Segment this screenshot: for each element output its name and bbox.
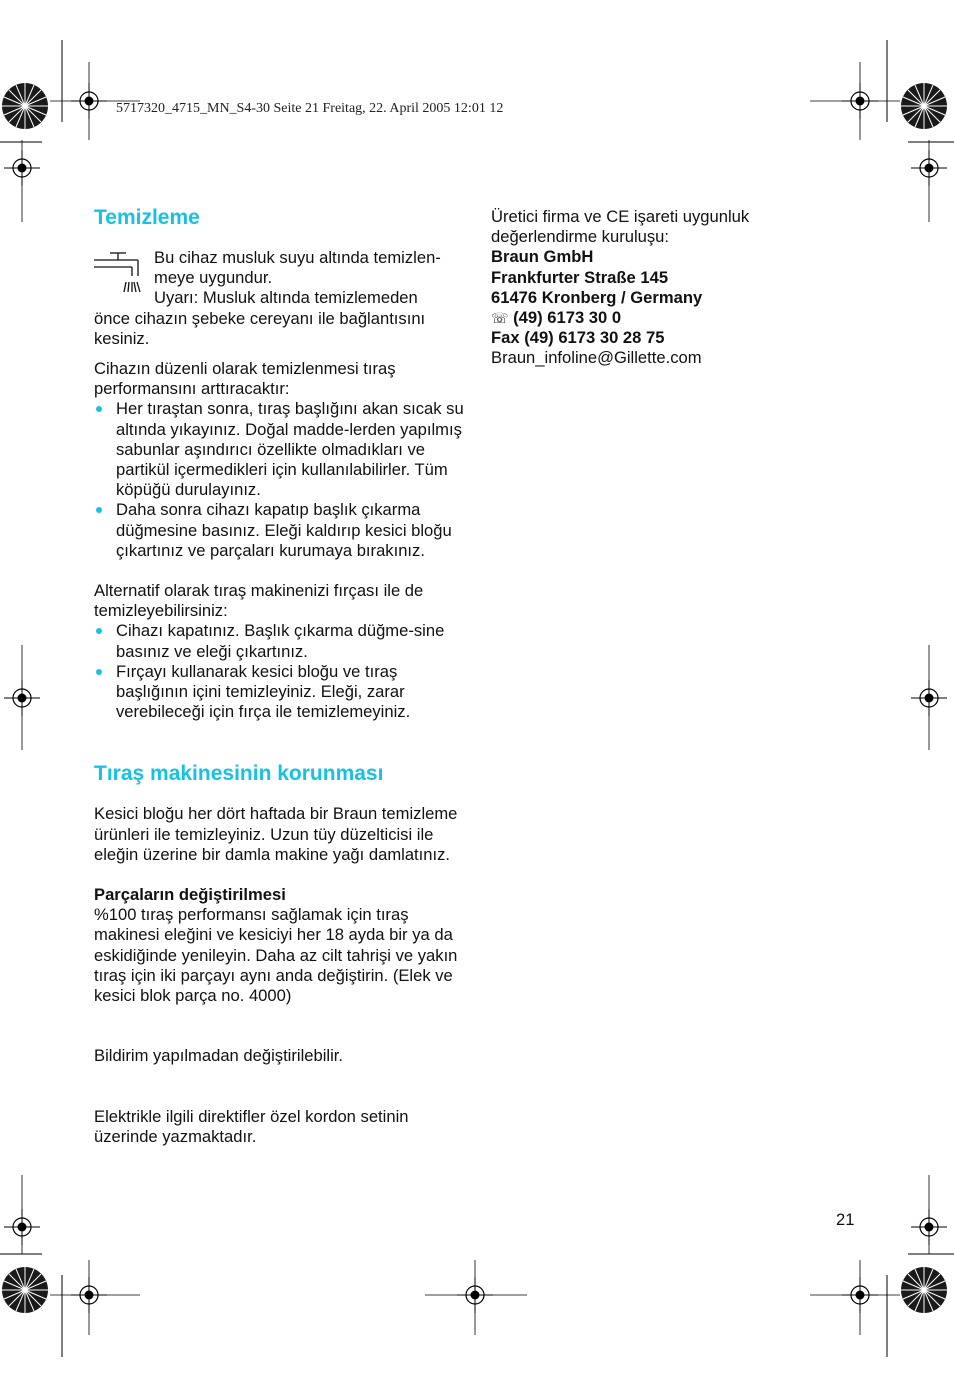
telephone-icon: ☏ <box>491 310 509 327</box>
section-title-cleaning: Temizleme <box>94 206 200 229</box>
bullet-list <box>94 399 466 561</box>
subheading-parts: Parçaların değiştirilmesi <box>94 885 286 905</box>
electrical-note: Elektrikle ilgili direktifler özel kordon setinin üzerinde yazmaktadır. <box>94 1106 409 1146</box>
list-item: Fırçayı kullanarak kesici bloğu ve tıraş başlığının içini temizleyiniz. Eleği, zarar verebileceği için fırça ile temizlemeyiniz. <box>94 662 466 723</box>
list-item: Daha sonra cihazı kapatıp başlık çıkarma düğmesine basınız. Eleği kaldırıp kesici bloğu çıkartınız ve parçaları kurumaya bırakınız. <box>94 500 466 561</box>
notice-text: Bildirim yapılmadan değiştirilebilir. <box>94 1046 344 1066</box>
intro-line: meye uygundur. <box>154 268 273 288</box>
manufacturer-intro: Üretici firma ve CE işareti uygunluk <box>491 207 750 226</box>
paragraph: %100 tıraş performansı sağlamak için tıraş makinesi eleğini ve kesiciyi her 18 ayda bir ya da eskidiğinde yenileyin. Daha az cilt tahrişi ve yakın tıraş için iki parçayı aynı anda değiştirin. (Elek ve kesici blok parça no. 4000) <box>94 905 458 1006</box>
left-column <box>94 205 466 1147</box>
bullet-list <box>94 621 466 722</box>
intro-line: Bu cihaz musluk suyu altında temizlen- <box>154 248 441 267</box>
section-title-maintenance: Tıraş makinesinin korunması <box>94 762 384 786</box>
street-address: Frankfurter Straße 145 <box>491 267 669 287</box>
intro-line: Uyarı: Musluk altında temizlemeden <box>154 288 418 308</box>
paragraph: Kesici bloğu her dört haftada bir Braun temizleme ürünleri ile temizleyiniz. Uzun tüy düzelticisi ile eleğin üzerine bir damla makine yağı damlatınız. <box>94 804 458 864</box>
list-item: Her tıraştan sonra, tıraş başlığını akan sıcak su altında yıkayınız. Doğal madde-lerden yapılmış sabunlar aşındırıcı özellikte olmadıkları ve partikül içermedikleri için kullanılabilirler. Tüm köpüğü durulayınız. <box>94 399 466 500</box>
phone-number: (49) 6173 30 0 <box>513 308 622 328</box>
page-number: 21 <box>836 1210 855 1229</box>
email-link[interactable]: Braun_infoline@Gillette.com <box>491 348 702 368</box>
right-column <box>491 207 811 369</box>
cleaning-intro <box>94 248 466 309</box>
paragraph: Alternatif olarak tıraş makinenizi fırçası ile de temizleyebilirsiniz: <box>94 581 424 621</box>
intro-continuation: önce cihazın şebeke cereyanı ile bağlantısını kesiniz. <box>94 308 426 348</box>
manufacturer-intro: değerlendirme kuruluşu: <box>491 227 670 247</box>
phone-line <box>491 308 811 328</box>
list-item: Cihazı kapatınız. Başlık çıkarma düğme-sine basınız ve eleği çıkartınız. <box>94 621 466 661</box>
water-tap-icon <box>94 252 146 296</box>
print-slug: 5717320_4715_MN_S4-30 Seite 21 Freitag, 22. April 2005 12:01 12 <box>116 101 504 116</box>
company-name: Braun GmbH <box>491 247 594 267</box>
fax-line: Fax (49) 6173 30 28 75 <box>491 328 665 348</box>
city-address: 61476 Kronberg / Germany <box>491 287 703 307</box>
paragraph: Cihazın düzenli olarak temizlenmesi tıraş performansını arttıracaktır: <box>94 359 396 399</box>
